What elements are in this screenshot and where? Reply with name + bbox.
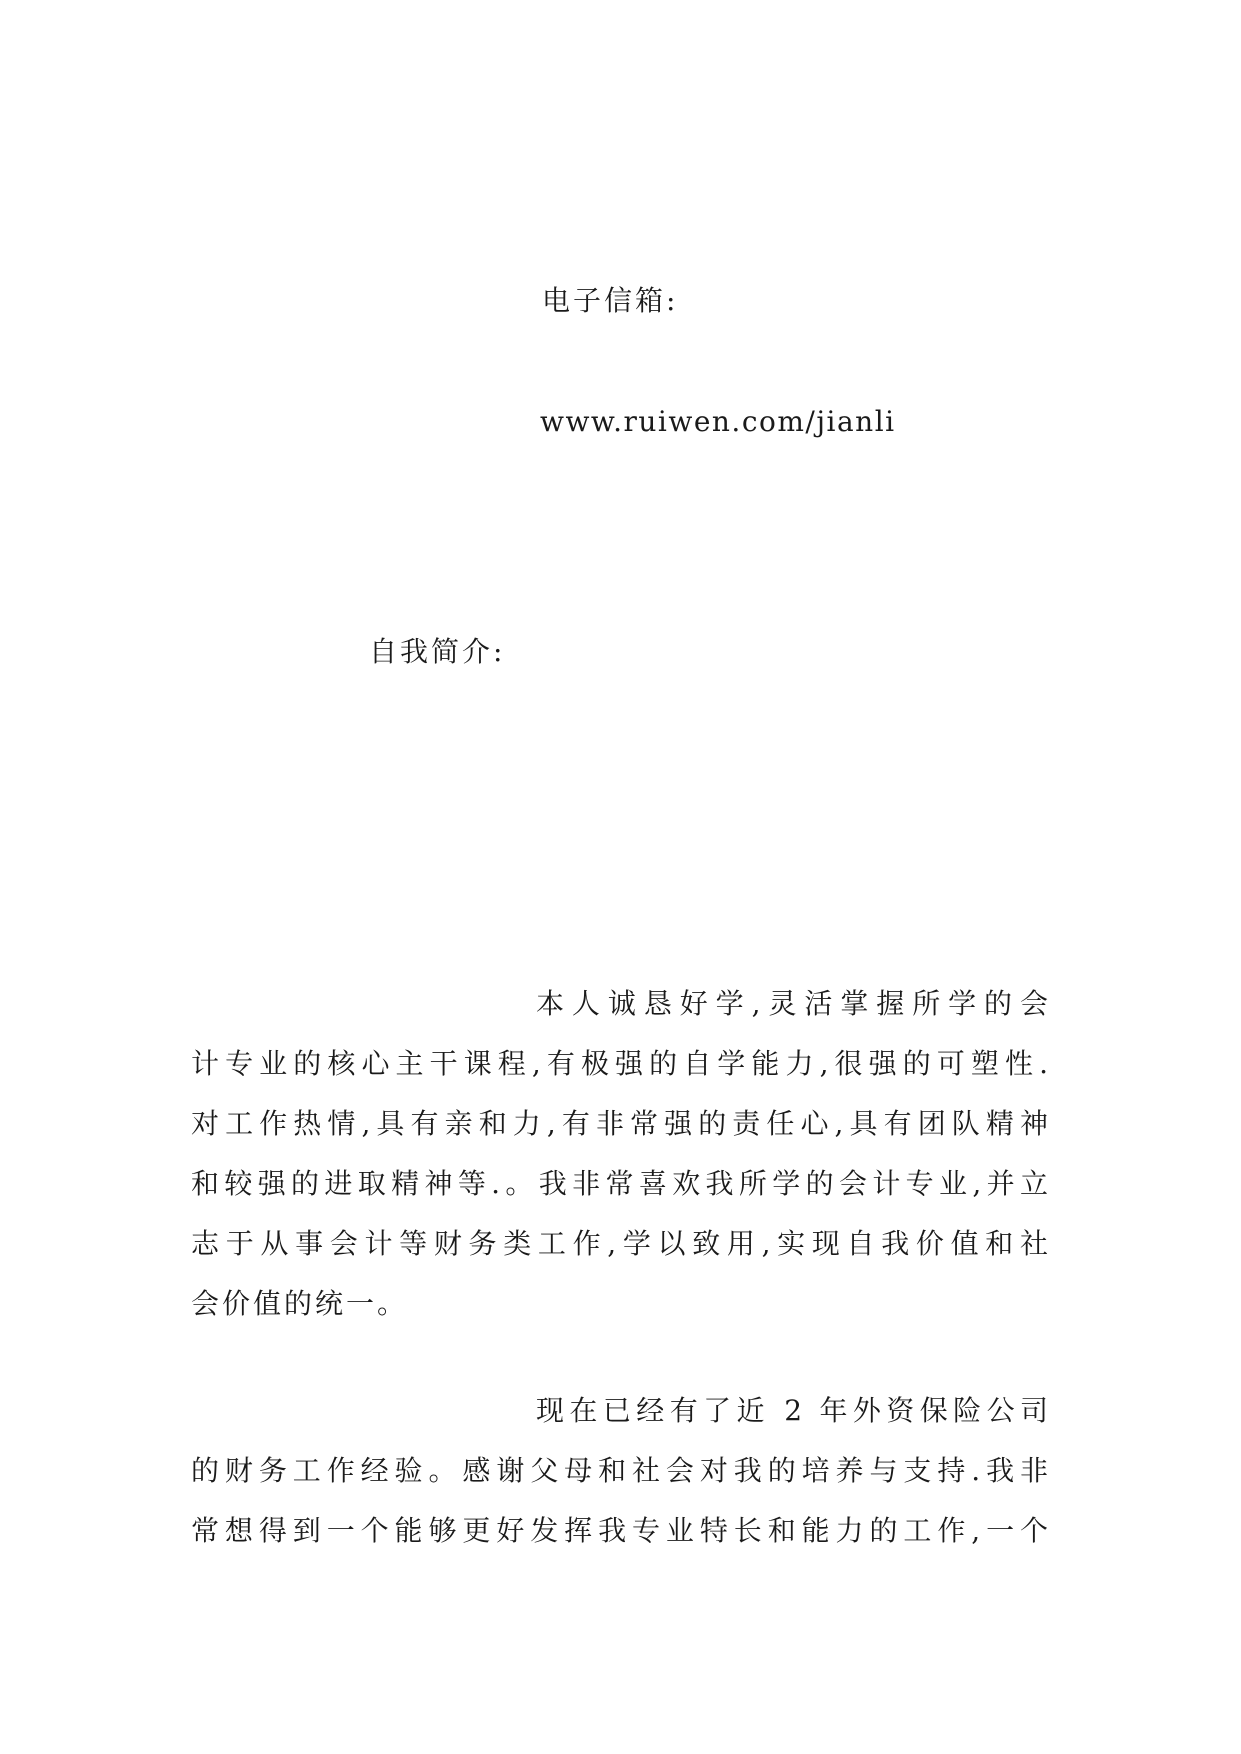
paragraph-line: 会价值的统一。 <box>191 1287 409 1320</box>
email-label: 电子信箱: <box>542 284 679 317</box>
paragraph-line: 现在已经有了近 2 年外资保险公司 <box>536 1394 1051 1427</box>
intro-paragraph-1 <box>191 974 1051 1334</box>
paragraph-line: 计专业的核心主干课程,有极强的自学能力,很强的可塑性. <box>191 1047 1051 1080</box>
intro-paragraph-2 <box>191 1381 1051 1561</box>
paragraph-line: 和较强的进取精神等.。我非常喜欢我所学的会计专业,并立 <box>191 1167 1051 1200</box>
paragraph-line: 本人诚恳好学,灵活掌握所学的会 <box>536 987 1051 1020</box>
intro-heading: 自我简介: <box>369 635 506 668</box>
paragraph-line: 常想得到一个能够更好发挥我专业特长和能力的工作,一个 <box>191 1514 1051 1547</box>
paragraph-line: 对工作热情,具有亲和力,有非常强的责任心,具有团队精神 <box>191 1107 1051 1140</box>
paragraph-line: 的财务工作经验。感谢父母和社会对我的培养与支持.我非 <box>191 1454 1051 1487</box>
paragraph-line: 志于从事会计等财务类工作,学以致用,实现自我价值和社 <box>191 1227 1051 1260</box>
website-url: www.ruiwen.com/jianli <box>540 405 896 438</box>
